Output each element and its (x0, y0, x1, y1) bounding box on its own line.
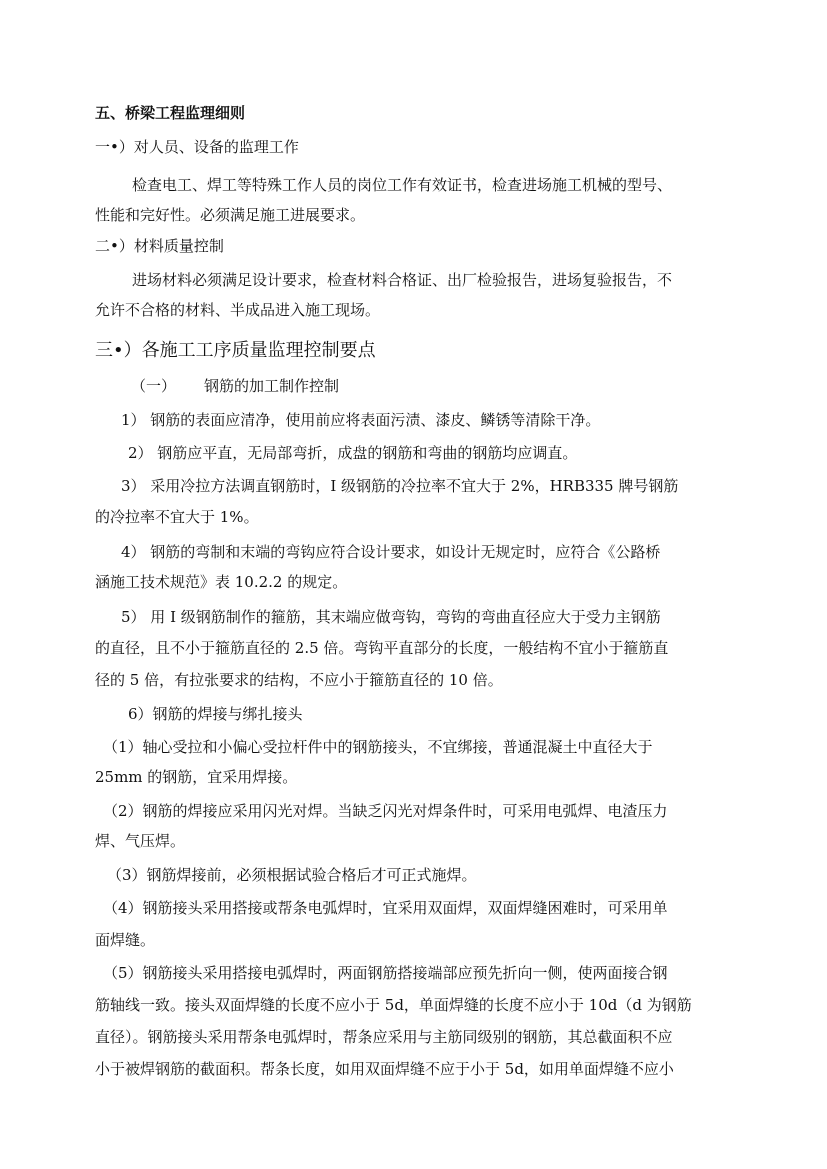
list-item-continued: 的冷拉率不宜大于 1%。 (95, 508, 259, 526)
sub-list-item-continued: 焊、气压焊。 (95, 832, 186, 850)
sub-list-item-continued: 面焊缝。 (95, 931, 156, 949)
list-item: 3） 采用冷拉方法调直钢筋时，I 级钢筋的冷拉率不宜大于 2%，HRB335 牌号钢筋 (121, 477, 679, 495)
list-item-continued: 涵施工技术规范》表 10.2.2 的规定。 (95, 573, 348, 591)
section-heading-3: 三•）各施工工序质量监理控制要点 (95, 340, 376, 361)
sub-list-item-continued: 小于被焊钢筋的截面积。帮条长度，如用双面焊缝不应于小于 5d，如用单面焊缝不应小 (95, 1060, 674, 1078)
subsection-title: 钢筋的加工制作控制 (204, 377, 340, 395)
paragraph-line: 检查电工、焊工等特殊工作人员的岗位工作有效证书，检查进场施工机械的型号、 (132, 176, 673, 194)
list-item-continued: 的直径，且不小于箍筋直径的 2.5 倍。弯钩平直部分的长度，一般结构不宜小于箍筋直 (95, 639, 669, 657)
sub-list-item-continued: 25mm 的钢筋，宜采用焊接。 (95, 768, 298, 786)
paragraph-line: 允许不合格的材料、半成品进入施工现场。 (95, 301, 381, 319)
sub-list-item: （5）钢筋接头采用搭接电弧焊时，两面钢筋搭接端部应预先折向一侧，使两面接合钢 (103, 964, 668, 982)
sub-list-item: （3）钢筋焊接前，必须根据试验合格后才可正式施焊。 (107, 866, 477, 884)
subsection-number: （一） (131, 377, 177, 395)
document-title: 五、桥梁工程监理细则 (95, 104, 246, 122)
sub-list-item: （2）钢筋的焊接应采用闪光对焊。当缺乏闪光对焊条件时，可采用电弧焊、电渣压力 (103, 802, 668, 820)
sub-list-item: （1）轴心受拉和小偏心受拉杆件中的钢筋接头，不宜绑接，普通混凝土中直径大于 (103, 738, 653, 756)
list-item-continued: 径的 5 倍，有拉张要求的结构，不应小于箍筋直径的 10 倍。 (95, 671, 503, 689)
list-item: 2） 钢筋应平直，无局部弯折，成盘的钢筋和弯曲的钢筋均应调直。 (128, 444, 578, 462)
list-item: 5） 用 I 级钢筋制作的箍筋，其末端应做弯钩，弯钩的弯曲直径应大于受力主钢筋 (121, 608, 661, 626)
sub-list-item-continued: 筋轴线一致。接头双面焊缝的长度不应小于 5d，单面焊缝的长度不应小于 10d（d 为钢筋 (95, 996, 692, 1014)
list-item: 1） 钢筋的表面应清净，使用前应将表面污渍、漆皮、鳞锈等清除干净。 (121, 411, 601, 429)
sub-list-item-continued: 直径）。钢筋接头采用帮条电弧焊时，帮条应采用与主筋同级别的钢筋，其总截面积不应 (95, 1028, 673, 1046)
section-heading-1: 一•）对人员、设备的监理工作 (95, 138, 299, 156)
list-item: 4） 钢筋的弯制和末端的弯钩应符合设计要求，如设计无规定时，应符合《公路桥 (121, 543, 661, 561)
paragraph-line: 进场材料必须满足设计要求，检查材料合格证、出厂检验报告，进场复验报告，不 (132, 271, 673, 289)
section-heading-2: 二•）材料质量控制 (95, 237, 224, 255)
paragraph-line: 性能和完好性。必须满足施工进展要求。 (95, 206, 366, 224)
sub-list-item: （4）钢筋接头采用搭接或帮条电弧焊时，宜采用双面焊，双面焊缝困难时，可采用单 (103, 899, 668, 917)
list-item: 6）钢筋的焊接与绑扎接头 (128, 705, 303, 723)
